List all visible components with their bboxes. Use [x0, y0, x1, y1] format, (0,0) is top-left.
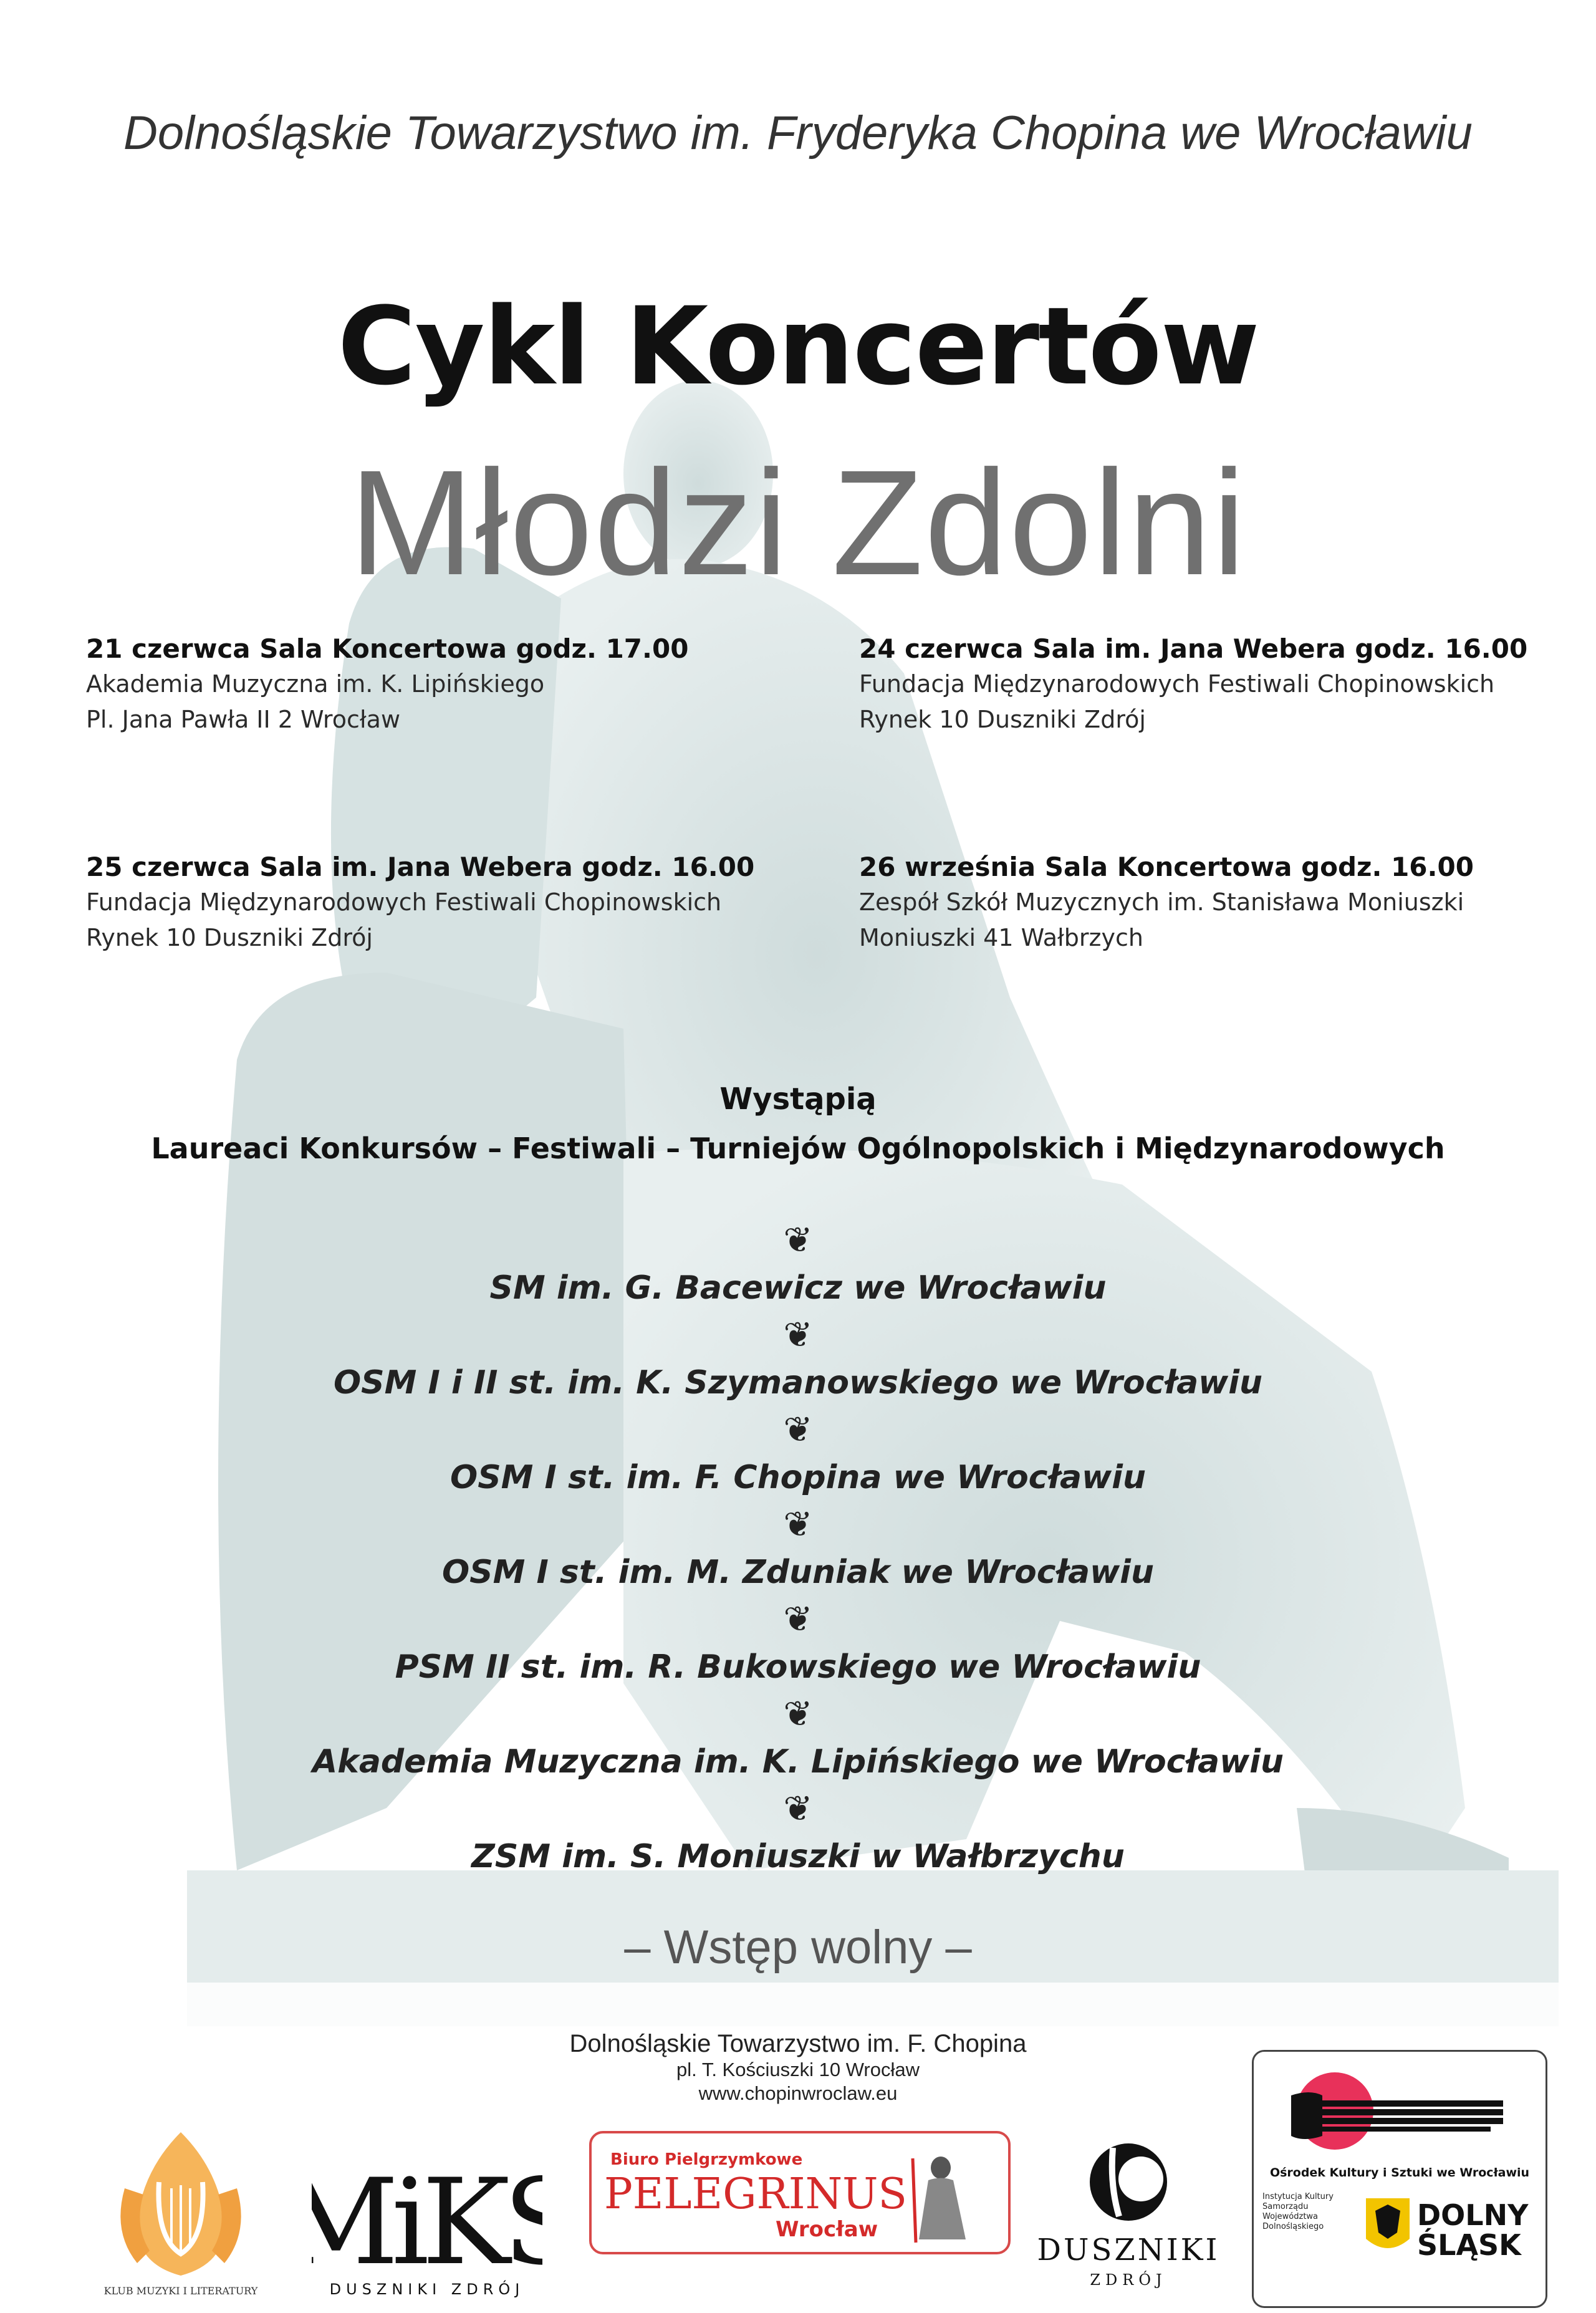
- concert-3: [86, 849, 754, 956]
- dolny-slask-eagle-icon: [1366, 2198, 1410, 2248]
- school-item: OSM I i II st. im. K. Szymanowskiego we Wrocławiu: [333, 1364, 1263, 1402]
- svg-text:ZDRÓJ: ZDRÓJ: [1090, 2271, 1167, 2289]
- fleuron-icon: ❦: [783, 1410, 813, 1450]
- organizer-header: Dolnośląskie Towarzystwo im. Fryderyka Chopina we Wrocławiu: [123, 107, 1473, 160]
- concert-address: Rynek 10 Duszniki Zdrój: [859, 706, 1146, 733]
- svg-text:DUSZNIKI: DUSZNIKI: [1038, 2233, 1219, 2267]
- school-item: SM im. G. Bacewicz we Wrocławiu: [489, 1269, 1107, 1307]
- svg-text:DUSZNIKI ZDRÓJ: DUSZNIKI ZDRÓJ: [329, 2281, 525, 2298]
- title-line-2: Młodzi Zdolni: [349, 439, 1247, 606]
- concert-2: [859, 631, 1527, 738]
- fleuron-icon: ❦: [783, 1220, 813, 1261]
- concert-date-time: 24 czerwca Sala im. Jana Webera godz. 16.00: [859, 633, 1528, 664]
- lyre-flame-icon: [100, 2120, 262, 2301]
- footer-website[interactable]: www.chopinwroclaw.eu: [698, 2082, 898, 2104]
- footer-address: pl. T. Kościuszki 10 Wrocław: [676, 2059, 920, 2080]
- logo-miks: [312, 2138, 542, 2301]
- concert-address: Rynek 10 Duszniki Zdrój: [86, 924, 373, 951]
- concert-4: [859, 849, 1474, 956]
- svg-text:Wrocław: Wrocław: [776, 2217, 878, 2242]
- svg-text:DOLNY: DOLNY: [1417, 2198, 1529, 2232]
- svg-text:Biuro Pielgrzymkowe: Biuro Pielgrzymkowe: [610, 2150, 803, 2169]
- logo-klub-muzyki-i-literatury: [100, 2120, 262, 2301]
- fleuron-icon: ❦: [783, 1789, 813, 1829]
- svg-text:MiKS: MiK: [312, 2153, 503, 2291]
- free-admission: – Wstęp wolny –: [624, 1921, 972, 1974]
- concert-venue: Fundacja Międzynarodowych Festiwali Chopinowskich: [859, 670, 1495, 698]
- fleuron-icon: ❦: [783, 1599, 813, 1640]
- concert-date-time: 25 czerwca Sala im. Jana Webera godz. 16.00: [86, 852, 755, 882]
- title-line-1: Cykl Koncertów: [337, 284, 1259, 409]
- svg-text:KLUB MUZYKI I LITERATURY: KLUB MUZYKI I LITERATURY: [103, 2285, 258, 2297]
- logo-okis-dolny-slask: [1252, 2050, 1547, 2308]
- concert-date-time: 21 czerwca Sala Koncertowa godz. 17.00: [86, 633, 689, 664]
- concert-venue: Akademia Muzyczna im. K. Lipińskiego: [86, 670, 545, 698]
- concert-address: Moniuszki 41 Wałbrzych: [859, 924, 1143, 951]
- pilgrim-icon: [913, 2157, 966, 2243]
- svg-text:PELEGRINUS: PELEGRINUS: [604, 2170, 907, 2219]
- fleuron-icon: ❦: [783, 1694, 813, 1734]
- concert-date-time: 26 września Sala Koncertowa godz. 16.00: [859, 852, 1474, 882]
- okis-institution-text: Instytucja Kultury Samorządu Województwa Dolnośląskiego: [1262, 2192, 1334, 2231]
- school-item: OSM I st. im. F. Chopina we Wrocławiu: [450, 1459, 1146, 1496]
- performers-heading: Wystąpią: [719, 1082, 877, 1117]
- school-item: Akademia Muzyczna im. K. Lipińskiego we Wrocławiu: [312, 1743, 1284, 1781]
- svg-text:Ośrodek Kultury i Sztuki we Wr: Ośrodek Kultury i Sztuki we Wrocławiu: [1269, 2166, 1530, 2180]
- concert-venue: Fundacja Międzynarodowych Festiwali Chopinowskich: [86, 888, 722, 916]
- logo-pelegrinus: [589, 2131, 1011, 2254]
- svg-text:ŚLĄSK: ŚLĄSK: [1417, 2228, 1521, 2262]
- school-item: ZSM im. S. Moniuszki w Wałbrzychu: [471, 1838, 1125, 1875]
- fleuron-icon: ❦: [783, 1504, 813, 1545]
- school-item: OSM I st. im. M. Zduniak we Wrocławiu: [441, 1554, 1155, 1591]
- logo-duszniki-zdroj: [1038, 2129, 1219, 2304]
- performers-subheading: Laureaci Konkursów – Festiwali – Turniejów Ogólnopolskich i Międzynarodowych: [151, 1132, 1445, 1165]
- footer-organization: Dolnośląskie Towarzystwo im. F. Chopina: [569, 2030, 1027, 2057]
- duszniki-emblem-icon: [1090, 2143, 1167, 2221]
- concert-1: [86, 631, 688, 738]
- okis-emblem-icon: [1291, 2072, 1503, 2150]
- school-item: PSM II st. im. R. Bukowskiego we Wrocławiu: [395, 1648, 1201, 1686]
- schools-list: [0, 1216, 1596, 1879]
- concert-venue: Zespół Szkół Muzycznych im. Stanisława Moniuszki: [859, 888, 1464, 916]
- concert-address: Pl. Jana Pawła II 2 Wrocław: [86, 706, 401, 733]
- fleuron-icon: ❦: [783, 1315, 813, 1355]
